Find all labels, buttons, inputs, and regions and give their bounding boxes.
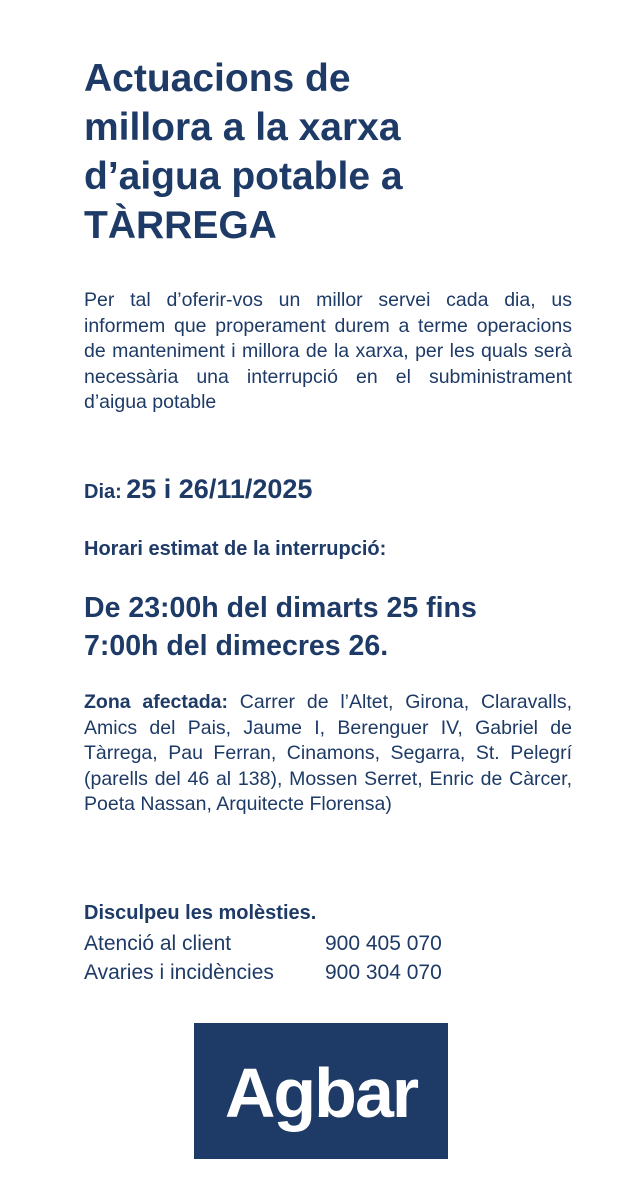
contact-label: Atenció al client <box>84 932 232 955</box>
date-line <box>84 474 312 505</box>
title-line: millora a la xarxa <box>84 106 401 149</box>
title-line: TÀRREGA <box>84 204 277 247</box>
zone-text: Carrer de l’Altet, Girona, Claravalls, Amics del Pais, Jaume I, Berenguer IV, Gabriel de Tàrrega, Pau Ferran, Cinamons, Segarra, St. Pelegrí (parells del 46 al 138), Mossen Serret, Enric de Càrcer, Poeta Nassan, Arquitecte Florensa) <box>84 691 572 815</box>
contact-label: Avaries i incidències <box>84 961 274 984</box>
intro-paragraph: Per tal d’oferir-vos un millor servei cada dia, us informem que properament durem a terme operacions de manteniment i millora de la xarxa, per les quals serà necessària una interrupció en el subministrament d’aigua potable <box>84 289 572 413</box>
affected-zone <box>84 690 572 818</box>
date-value: 25 i 26/11/2025 <box>126 474 313 504</box>
contact-phone: 900 405 070 <box>325 932 442 955</box>
agbar-logo <box>194 1023 448 1159</box>
contact-row-incidents <box>84 958 442 987</box>
zone-label: Zona afectada: <box>84 691 228 713</box>
contact-phone: 900 304 070 <box>325 961 442 984</box>
contact-list <box>84 929 442 987</box>
title-line: d’aigua potable a <box>84 155 403 198</box>
schedule-label: Horari estimat de la interrupció: <box>84 538 387 560</box>
schedule-line: 7:00h del dimecres 26. <box>84 630 389 662</box>
schedule-value <box>84 589 477 665</box>
logo-text: Agbar <box>224 1054 418 1132</box>
notice-title <box>84 54 564 250</box>
date-label: Dia: <box>84 481 122 503</box>
apology-text: Disculpeu les molèsties. <box>84 902 317 924</box>
schedule-line: De 23:00h del dimarts 25 fins <box>84 592 477 624</box>
contact-row-customer-service <box>84 929 442 958</box>
title-line: Actuacions de <box>84 57 351 100</box>
